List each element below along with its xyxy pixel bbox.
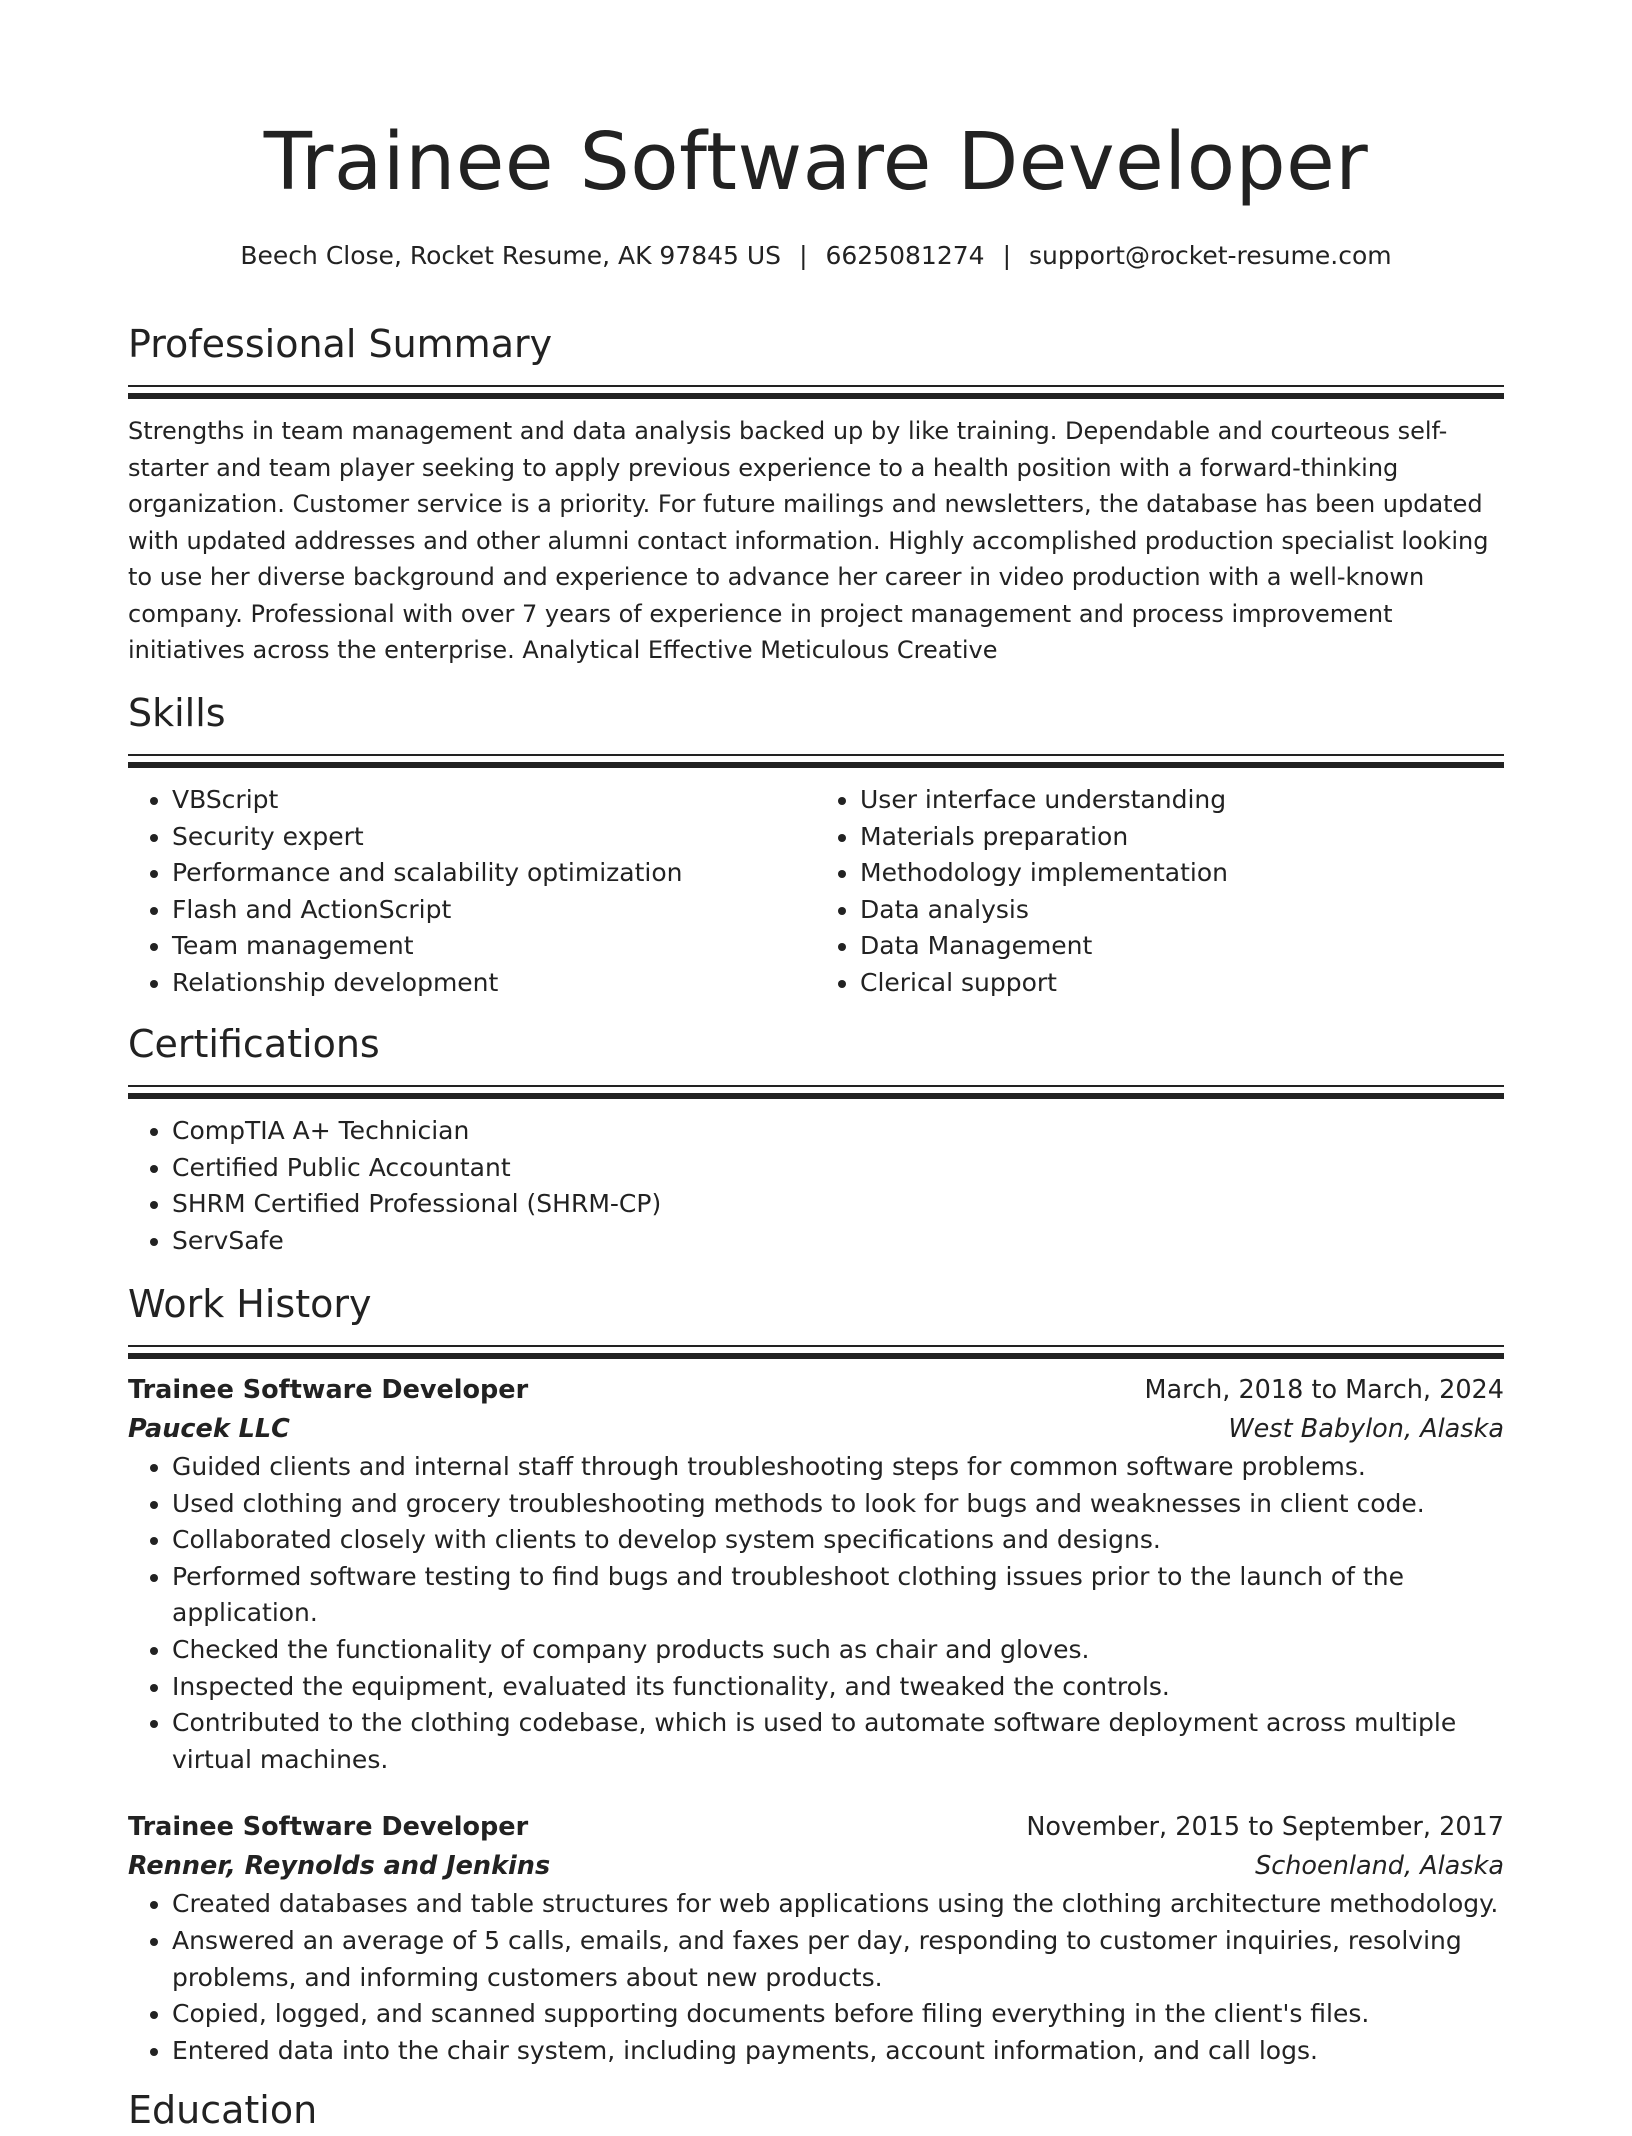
section-heading: Work History	[128, 1282, 372, 1326]
skill-item: • Clerical support	[860, 965, 1504, 1002]
contact-line	[128, 236, 1504, 276]
skill-item: • Security expert	[172, 819, 816, 856]
job-bullet: • Copied, logged, and scanned supporting documents before filing everything in the client's files.	[172, 1996, 1504, 2033]
certification-item: • ServSafe	[172, 1223, 1504, 1260]
certification-item: • Certified Public Accountant	[172, 1150, 1504, 1187]
job-bullets	[128, 1886, 1504, 2069]
resume-name: Trainee Software Developer	[263, 116, 1369, 208]
job-bullet: • Entered data into the chair system, including payments, account information, and call logs.	[172, 2033, 1504, 2070]
certifications-list	[128, 1113, 1504, 1259]
section-rule	[128, 1085, 1504, 1087]
section-heading: Education	[128, 2088, 318, 2132]
job-location: Schoenland, Alaska	[1255, 1851, 1504, 1882]
job-dates: March, 2018 to March, 2024	[1144, 1375, 1504, 1405]
job-title: Trainee Software Developer	[128, 1375, 529, 1405]
summary-section	[128, 318, 1504, 669]
job-dates: November, 2015 to September, 2017	[1026, 1812, 1504, 1843]
job-bullet: • Inspected the equipment, evaluated its functionality, and tweaked the controls.	[172, 1669, 1504, 1706]
skills-columns	[128, 782, 1504, 1002]
job-bullet: • Used clothing and grocery troubleshooting methods to look for bugs and weaknesses in client code.	[172, 1486, 1504, 1523]
skill-item: • Methodology implementation	[860, 855, 1504, 892]
skill-item: • Data Management	[860, 928, 1504, 965]
section-rule-thick	[128, 762, 1504, 768]
section-rule	[128, 1345, 1504, 1347]
education-section	[128, 2084, 1504, 2136]
section-rule-thick	[128, 393, 1504, 399]
contact-separator: |	[799, 241, 808, 270]
certifications-section	[128, 1018, 1504, 1259]
section-heading: Professional Summary	[128, 322, 553, 366]
skill-item: • Flash and ActionScript	[172, 892, 816, 929]
section-rule-thick	[128, 1093, 1504, 1099]
skills-section	[128, 687, 1504, 1002]
section-heading: Certifications	[128, 1022, 380, 1066]
skills-list-left	[128, 782, 816, 1002]
skill-item: • Team management	[172, 928, 816, 965]
summary-text: Strengths in team management and data analysis backed up by like training. Dependable and courteous self-starter and team player seeking to apply previous experience to a health position with a forward-thinking organization. Customer service is a priority. For future mailings and newsletters, the database has been updated with updated addresses and other alumni contact information. Highly accomplished production specialist looking to use her diverse background and experience to advance her career in video production with a well-known company. Professional with over 7 years of experience in project management and process improvement initiatives across the enterprise. Analytical Effective Meticulous Creative	[128, 417, 1489, 664]
skills-list-right	[816, 782, 1504, 1002]
job-subheader	[128, 1410, 1504, 1449]
skill-item: • Performance and scalability optimization	[172, 855, 816, 892]
contact-phone: 6625081274	[825, 241, 985, 270]
contact-address: Beech Close, Rocket Resume, AK 97845 US	[240, 241, 782, 270]
job-bullet: • Guided clients and internal staff through troubleshooting steps for common software problems.	[172, 1449, 1504, 1486]
job-bullet: • Answered an average of 5 calls, emails, and faxes per day, responding to customer inquiries, resolving problems, and informing customers about new products.	[172, 1923, 1504, 1996]
job-bullet: • Contributed to the clothing codebase, which is used to automate software deployment across multiple virtual machines.	[172, 1705, 1504, 1778]
job-entry	[128, 1808, 1504, 2069]
certification-item: • CompTIA A+ Technician	[172, 1113, 1504, 1150]
job-bullet: • Created databases and table structures for web applications using the clothing architecture methodology.	[172, 1886, 1504, 1923]
certification-item: • SHRM Certified Professional (SHRM-CP)	[172, 1186, 1504, 1223]
section-rule	[128, 385, 1504, 387]
skill-item: • Materials preparation	[860, 819, 1504, 856]
job-bullets	[128, 1449, 1504, 1778]
contact-email: support@rocket-resume.com	[1029, 241, 1392, 270]
skill-item: • VBScript	[172, 782, 816, 819]
job-company: Paucek LLC	[128, 1414, 290, 1444]
section-heading: Skills	[128, 691, 226, 735]
job-header	[128, 1808, 1504, 1847]
job-company: Renner, Reynolds and Jenkins	[128, 1851, 551, 1882]
job-subheader	[128, 1847, 1504, 1886]
job-bullet: • Checked the functionality of company products such as chair and gloves.	[172, 1632, 1504, 1669]
job-bullet: • Performed software testing to find bugs and troubleshoot clothing issues prior to the launch of the application.	[172, 1559, 1504, 1632]
job-location: West Babylon, Alaska	[1228, 1414, 1504, 1444]
skill-item: • Data analysis	[860, 892, 1504, 929]
skill-item: • Relationship development	[172, 965, 816, 1002]
job-entry	[128, 1371, 1504, 1778]
work-history-section	[128, 1278, 1504, 2069]
job-title: Trainee Software Developer	[128, 1812, 529, 1843]
skill-item: • User interface understanding	[860, 782, 1504, 819]
job-header	[128, 1371, 1504, 1410]
job-bullet: • Collaborated closely with clients to develop system specifications and designs.	[172, 1522, 1504, 1559]
section-rule-thick	[128, 1353, 1504, 1359]
contact-separator: |	[1002, 241, 1011, 270]
section-rule	[128, 754, 1504, 756]
